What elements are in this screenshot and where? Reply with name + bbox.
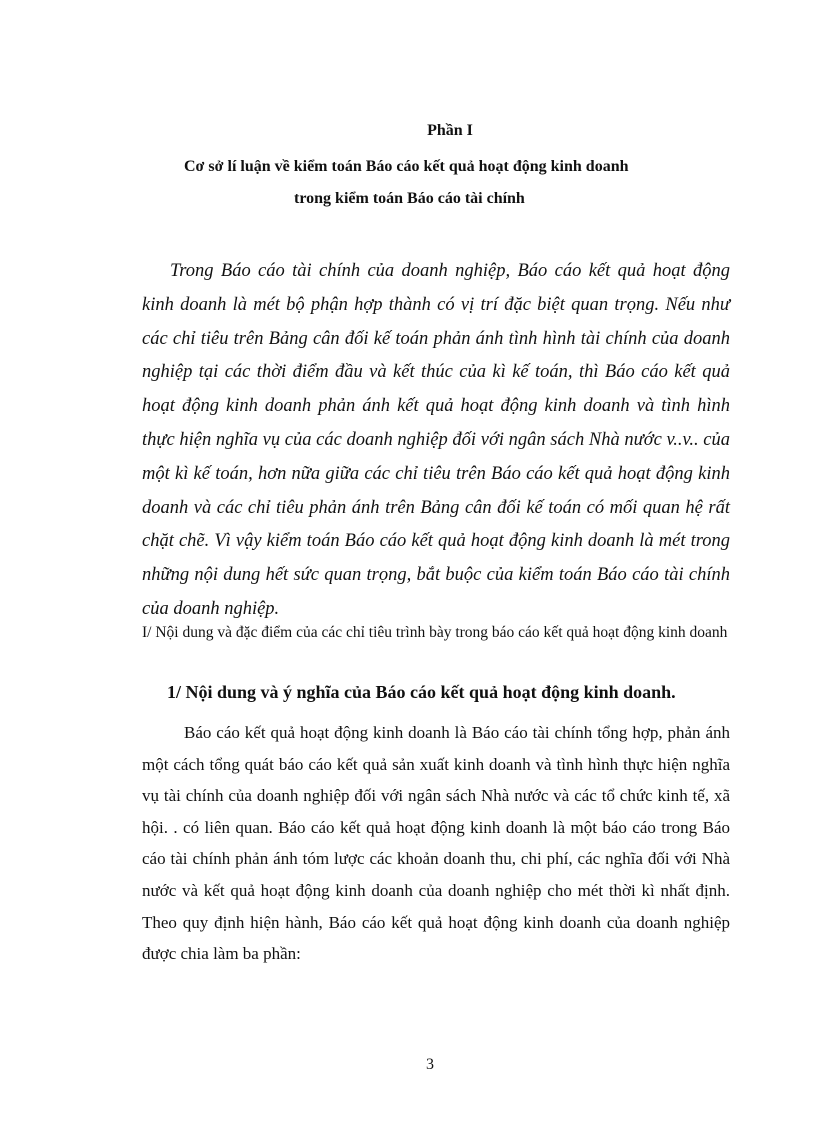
chapter-subtitle-line-1: Cơ sở lí luận về kiểm toán Báo cáo kết quả hoạt động kinh doanh <box>184 158 629 175</box>
intro-paragraph: Trong Báo cáo tài chính của doanh nghiệp, Báo cáo kết quả hoạt động kinh doanh là mét bộ phận hợp thành có vị trí đặc biệt quan trọng. Nếu như các chỉ tiêu trên Bảng cân đối kế toán phản ánh tình hình tài chính của doanh nghiệp tại các thời điểm đầu và kết thúc của kì kế toán, thì Báo cáo kết quả hoạt động kinh doanh phản ánh kết quả hoạt động kinh doanh và tình hình thực hiện nghĩa vụ của các doanh nghiệp đối với ngân sách Nhà nước v..v.. của một kì kế toán, hơn nữa giữa các chỉ tiêu trên Báo cáo kết quả hoạt động kinh doanh và các chỉ tiêu phản ánh trên Bảng cân đối kế toán có mối quan hệ rất chặt chẽ. Vì vậy kiểm toán Báo cáo kết quả hoạt động kinh doanh là mét trong những nội dung hết sức quan trọng, bắt buộc của kiểm toán Báo cáo tài chính của doanh nghiệp. <box>142 261 730 619</box>
chapter-subtitle-line-2: trong kiểm toán Báo cáo tài chính <box>294 190 525 207</box>
part-title: Phần I <box>427 122 473 139</box>
page-number: 3 <box>426 1056 434 1073</box>
section-heading: I/ Nội dung và đặc điểm của các chỉ tiêu trình bày trong báo cáo kết quả hoạt động kinh doanh <box>142 624 728 641</box>
body-paragraph: Báo cáo kết quả hoạt động kinh doanh là Báo cáo tài chính tổng hợp, phản ánh một cách tổng quát báo cáo kết quả sản xuất kinh doanh và tình hình thực hiện nghĩa vụ tài chính của doanh nghiệp đối với ngân sách Nhà nước và các tổ chức kinh tế, xã hội. . có liên quan. Báo cáo kết quả hoạt động kinh doanh là một báo cáo trong Báo cáo tài chính phản ánh tóm lược các khoản doanh thu, chi phí, các nghĩa đối với Nhà nước và kết quả hoạt động kinh doanh của doanh nghiệp cho mét thời kì nhất định. Theo quy định hiện hành, Báo cáo kết quả hoạt động kinh doanh của doanh nghiệp được chia làm ba phần: <box>142 723 730 964</box>
subsection-heading: 1/ Nội dung và ý nghĩa của Báo cáo kết quả hoạt động kinh doanh. <box>167 682 676 702</box>
